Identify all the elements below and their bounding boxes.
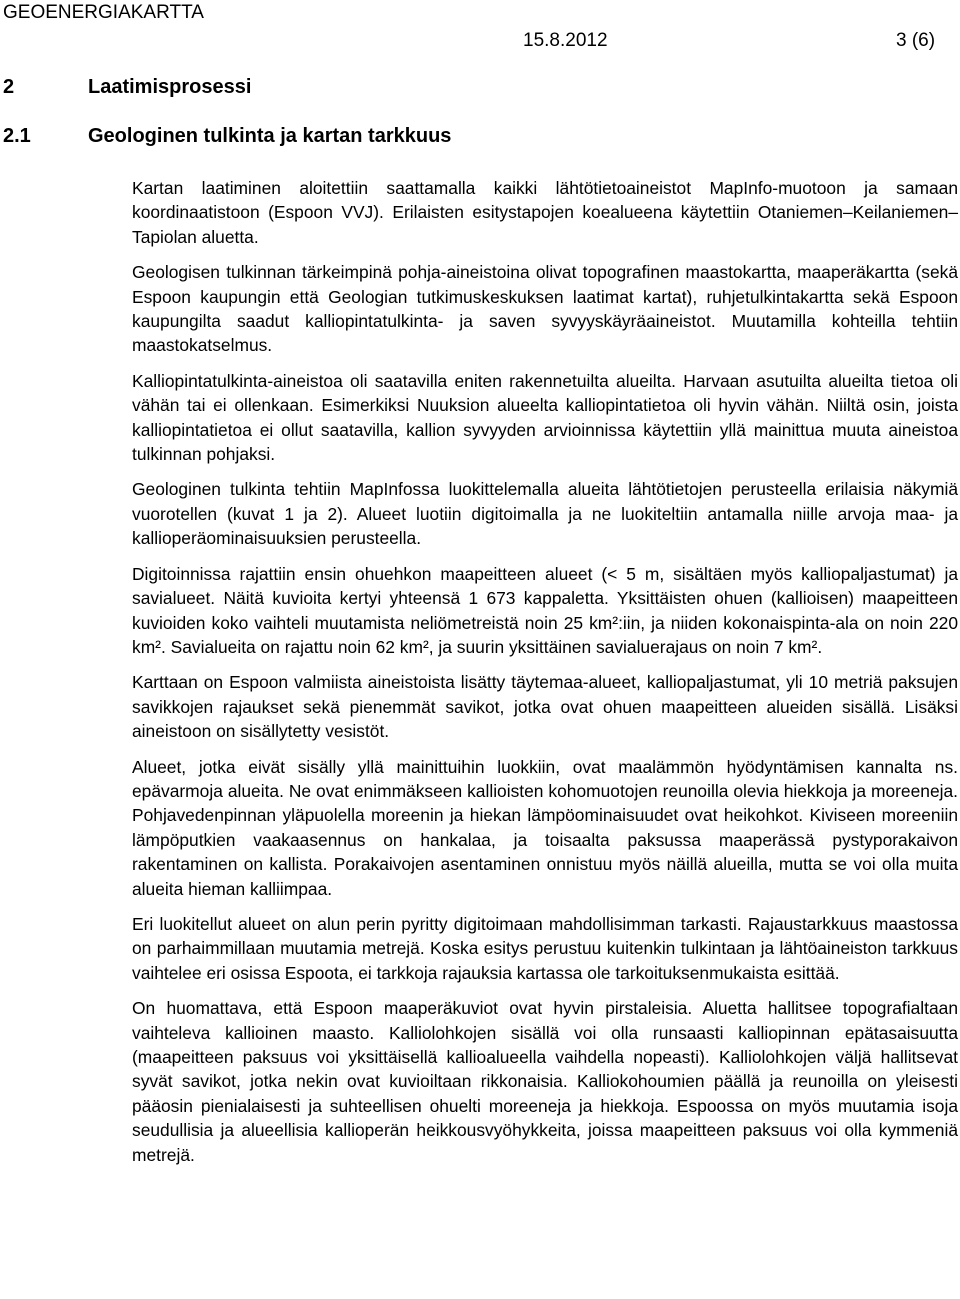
subsection-heading bbox=[3, 125, 451, 148]
page-number: 3 (6) bbox=[896, 30, 936, 51]
section-heading bbox=[3, 76, 251, 99]
section-number: 2 bbox=[3, 76, 15, 98]
document-date: 15.8.2012 bbox=[523, 30, 608, 51]
paragraph: Kalliopintatulkinta-aineistoa oli saatavilla eniten rakennetuilta alueilta. Harvaan asutuilta alueilta tietoa oli vähän tai ei ollenkaan. Esimerkiksi Nuuksion alueelta kalliopintatietoa oli hyvin vähän. Niiltä osin, joista kalliopintatietoa ei ollut saatavilla, kallion syvyyden arvioinnissa käytettiin yllä mainittua muuta aineistoa tulkinnan pohjaksi. bbox=[132, 370, 958, 465]
paragraph: On huomattava, että Espoon maaperäkuviot ovat hyvin pirstaleisia. Aluetta hallitsee topografialtaan vaihteleva kallioinen maasto. Kalliolohkojen sisällä voi olla runsaasti kalliopinnan epätasaisuutta (maapeitteen paksuus voi yksittäisellä kallioalueella vaihdella nopeasti). Kalliolohkojen väljä hallitsevat syvät savikot, jotka nekin ovat kuvioiltaan rikkonaisia. Kalliokohoumien päällä ja reunoilla on yleisesti pääosin pienialaisesti ja suhteellisen ohuelti moreeneja ja hiekkoja. Espoossa on myös muutamia isoja seudullisia ja alueellisia kallioperän heikkousvyöhykkeita, joissa maapeitteen paksuus voi olla kymmeniä metrejä. bbox=[132, 998, 958, 1165]
paragraph: Geologisen tulkinnan tärkeimpinä pohja-aineistoina olivat topografinen maastokartta, maaperäkartta (sekä Espoon kaupungin että Geologian tutkimuskeskuksen laatimat kartat), ruhjetulkintakartta sekä Espoon kaupungilta saadut kalliopintatulkinta- ja saven syvyyskäyräaineistot. Muutamilla kohteilla tehtiin maastokatselmus. bbox=[132, 262, 958, 356]
paragraph: Geologinen tulkinta tehtiin MapInfossa luokittelemalla alueita lähtötietojen perusteella erilaisia näkymiä vuorotellen (kuvat 1 ja 2). Alueet luotiin digitoimalla ja ne luokiteltiin antamalla niille arvoja maa- ja kallioperäominaisuuksien perusteella. bbox=[132, 479, 958, 549]
paragraph: Kartan laatiminen aloitettiin saattamalla kaikki lähtötietoaineistot MapInfo-muotoon ja samaan koordinaatistoon (Espoon VVJ). Erilaisten esitystapojen koealueena käytettiin Otaniemen–Keilaniemen–Tapiolan aluetta. bbox=[132, 178, 958, 247]
paragraph: Karttaan on Espoon valmiista aineistoista lisätty täytemaa-alueet, kalliopaljastumat, yli 10 metriä paksujen savikkojen rajaukset sekä pienemmät savikot, jotka ovat ohuen maapeitteen alueiden sisällä. Lisäksi aineistoon on sisällytetty vesistöt. bbox=[132, 672, 958, 742]
page-header bbox=[3, 2, 943, 51]
paragraph: Digitoinnissa rajattiin ensin ohuehkon maapeitteen alueet (< 5 m, sisältäen myös kalliopaljastumat) ja savialueet. Näitä kuvioita kertyi yhteensä 1 673 kappaletta. Yksittäisten ohuen (kallioisen) maapeitteen kuvioiden koko vaihteli muutamista neliömetreistä noin 25 km²:iin, ja niiden kokonaispinta-ala on noin 220 km². Savialueita on rajattu noin 62 km², ja suurin yksittäinen savialuerajaus on noin 7 km². bbox=[132, 563, 958, 657]
paragraph: Eri luokitellut alueet on alun perin pyritty digitoimaan mahdollisimman tarkasti. Rajaustarkkuus maastossa on parhaimmillaan muutamia metrejä. Koska esitys perustuu kuitenkin tulkintaan ja lähtöaineiston tarkkuus vaihtelee eri osissa Espoota, ei tarkkoja rajauksia kartassa ole tarkoituksenmukaista esittää. bbox=[132, 913, 958, 983]
document-title: GEOENERGIAKARTTA bbox=[3, 2, 204, 23]
body-text bbox=[132, 176, 958, 1178]
subsection-title: Geologinen tulkinta ja kartan tarkkuus bbox=[88, 125, 452, 147]
subsection-number: 2.1 bbox=[3, 125, 31, 147]
paragraph: Alueet, jotka eivät sisälly yllä mainittuihin luokkiin, ovat maalämmön hyödyntämisen kannalta ns. epävarmoja alueita. Ne ovat enimmäkseen kallioisten kohomuotojen reunoilla olevia hiekkoja ja moreeneja. Pohjavedenpinnan yläpuolella moreenin ja hiekan lämpöominaisuudet ovat heikohkot. Kiviseen moreeniin lämpöputkien vaakaasennus on hankalaa, ja toisaalta paksussa maaperässä pystyporakaivon rakentaminen on kallista. Porakaivojen asentaminen onnistuu myös näillä alueilla, mutta se voi olla muita alueita hieman kalliimpaa. bbox=[132, 756, 958, 899]
section-title: Laatimisprosessi bbox=[88, 76, 252, 98]
